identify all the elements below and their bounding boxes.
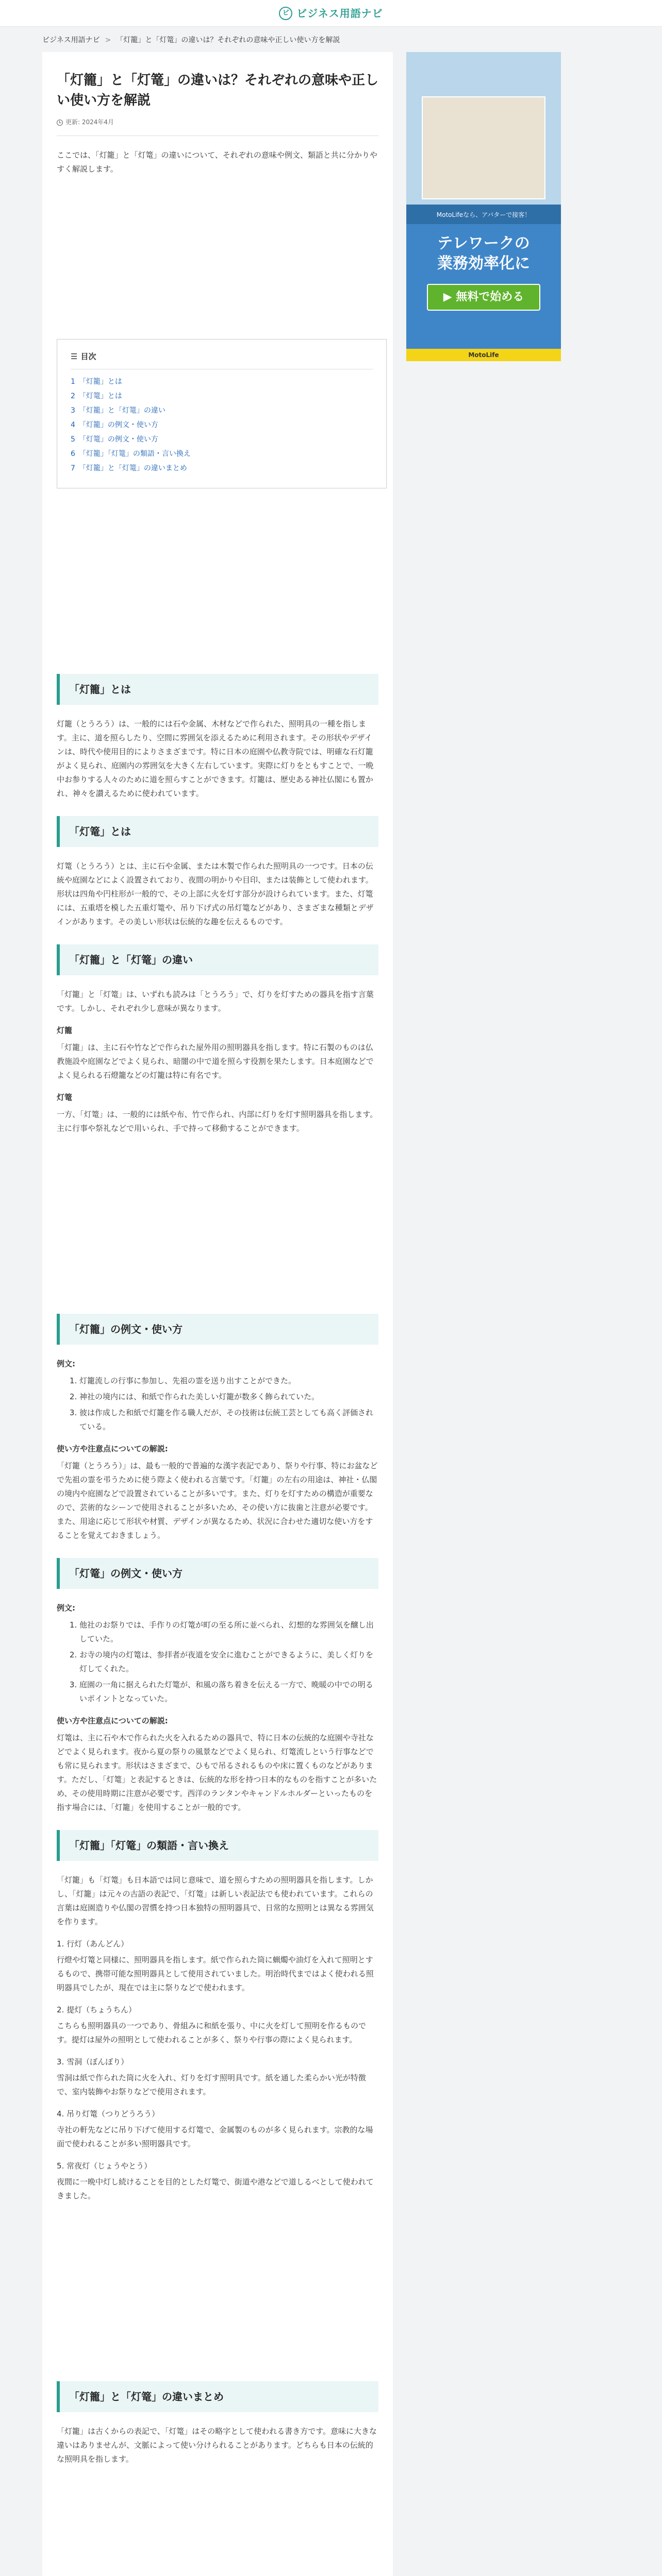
toc-list	[71, 375, 373, 476]
section-heading: 「灯籠」「灯篭」の類語・言い換え	[57, 1830, 378, 1861]
toc-link[interactable]: 7 「灯籠」と「灯篭」の違いまとめ	[71, 464, 187, 472]
list-item: 3. 彼は作成した和紙で灯籠を作る職人だが、その技術は伝統工芸としても高く評価されている。	[79, 1406, 378, 1434]
ad-space	[57, 2211, 378, 2366]
logo-text: ビジネス用語ナビ	[296, 7, 383, 20]
sidebar-ad[interactable]	[406, 52, 561, 361]
breadcrumb-separator: >	[105, 36, 111, 44]
section-text: 「灯籠」は、主に石や竹などで作られた屋外用の照明器具を指します。特に石製のものは仏教施設や庭園などでよく見られ、暗闇の中で道を照らす役割を果たします。日本庭園などでよく見られる石燈籠などの灯籠は特に有名です。	[57, 1042, 374, 1080]
intro-text: ここでは、「灯籠」と「灯篭」の違いについて、それぞれの意味や例文、類語と共に分かりやすく解説します。	[57, 150, 377, 174]
clock-icon	[57, 120, 63, 126]
page-layout	[42, 52, 620, 2576]
update-date-text: 更新: 2024年4月	[65, 118, 114, 126]
synonym-text: 行燈や灯篭と同様に、照明器具を指します。紙で作られた筒に蝋燭や油灯を入れて照明とするもので、携帯可能な照明器具として使用されていました。明治時代まではよく使われる照明器具でしたが、現在では主に祭りなどで使われます。	[57, 1955, 374, 1992]
sub-heading: 使い方や注意点についての解説:	[57, 1716, 168, 1725]
list-item: 2. 神社の境内には、和紙で作られた美しい灯籠が数多く飾られていた。	[79, 1390, 378, 1404]
synonym-item	[57, 1937, 378, 1995]
update-date	[57, 117, 378, 136]
site-header	[0, 0, 662, 27]
toc-link[interactable]: 5 「灯篭」の例文・使い方	[71, 435, 158, 444]
section-text: 「灯籠」も「灯篭」も日本語では同じ意味で、道を照らすための照明器具を指します。しかし、「灯籠」は元々の古語の表記で、「灯篭」は新しい表記法でも使われています。これらの言葉は庭園造りや仏閣の習慣を持つ日本独特の照明器具で、日常的な照明とは異なる雰囲気を作ります。	[57, 1875, 374, 1926]
ad-space	[57, 184, 378, 339]
sub-heading: 灯篭	[57, 1092, 73, 1102]
list-item: 1. 他社のお祭りでは、手作りの灯篭が町の至る所に並べられ、幻想的な雰囲気を醸し出していた。	[79, 1618, 378, 1646]
toc-item	[71, 389, 373, 403]
synonym-text: 雪洞は紙で作られた筒に火を入れ、灯りを灯す照明具です。紙を通した柔らかい光が特徴で、室内装飾やお祭りなどで使用されます。	[57, 2073, 366, 2096]
section-heading: 「灯籠」と「灯篭」の違い	[57, 944, 378, 975]
list-icon: ☰	[71, 351, 78, 361]
toc-link[interactable]: 3 「灯籠」と「灯篭」の違い	[71, 406, 166, 415]
sub-heading: 使い方や注意点についての解説:	[57, 1444, 168, 1453]
section-heading: 「灯篭」とは	[57, 816, 378, 847]
synonym-item	[57, 2055, 378, 2099]
ad-space	[57, 1144, 378, 1298]
example-list	[57, 1374, 378, 1434]
toc-title-text: 目次	[80, 351, 96, 361]
toc-link[interactable]: 1 「灯籠」とは	[71, 377, 122, 386]
section-text: 灯篭（とうろう）とは、主に石や金属、または木製で作られた照明具の一つです。日本の伝統や庭園などによく設置されており、夜間の明かりや目印、または装飾として使われます。形状は四角や円柱形が一般的で、その上部に火を灯す部分が設けられています。また、灯篭には、五重塔を模した五重灯篭や、吊り下げ式の吊灯篭などがあり、さまざまな種類とデザインがあります。その美しい形状は伝統的な趣を伝えるものです。	[57, 861, 374, 926]
ad-headline	[406, 233, 561, 274]
section-text: 灯篭は、主に石や木で作られた火を入れるための器具で、特に日本の伝統的な庭園や寺社などでよく見られます。夜から夏の祭りの風景などでよく見られ、灯篭流しという行事などでも常に見られます。形状はさまざまで、ひもで吊るされるものや床に置くものなどがあります。ただし、「灯篭」と表記するときは、伝統的な形を持つ日本的なものを指すことが多いため、その使用時期に注意が必要です。西洋のランタンやキャンドルホルダーといったものを指す場合には、「灯籠」を使用することが一般的です。	[57, 1733, 377, 1812]
toc-link[interactable]: 6 「灯籠」「灯篭」の類語・言い換え	[71, 449, 191, 458]
ad-caption: MotoLifeなら、アバターで接客！	[406, 207, 561, 224]
ad-photo	[422, 96, 545, 199]
example-list	[57, 1618, 378, 1706]
section-heading: 「灯籠」の例文・使い方	[57, 1314, 378, 1345]
section-text: 一方、「灯篭」は、一般的には紙や布、竹で作られ、内部に灯りを灯す照明器具を指します。主に行事や祭礼などで用いられ、手で持って移動することができます。	[57, 1109, 378, 1133]
sidebar	[406, 52, 561, 361]
synonym-head: 2. 提灯（ちょうちん）	[57, 2005, 137, 2014]
section-heading: 「灯籠」とは	[57, 674, 378, 705]
toc-item	[71, 375, 373, 389]
site-logo[interactable]	[279, 4, 383, 23]
toc-item	[71, 432, 373, 447]
ad-cta-button[interactable]: ▶ 無料で始める	[427, 284, 540, 311]
ad-headline-line: テレワークの	[437, 234, 530, 252]
synonym-item	[57, 2107, 378, 2151]
synonym-head: 4. 吊り灯篭（つりどうろう）	[57, 2109, 160, 2119]
synonym-head: 3. 雪洞（ぼんぼり）	[57, 2057, 129, 2066]
ad-brand: MotoLife	[406, 349, 561, 361]
toc-item	[71, 418, 373, 432]
section-text: 「灯籠」は古くからの表記で、「灯篭」はその略字として使われる書き方です。意味に大きな違いはありませんが、文脈によって使い分けられることがあります。どちらも日本の伝統的な照明具を指します。	[57, 2426, 377, 2464]
ad-headline-line: 業務効率化に	[437, 254, 530, 273]
ad-image-area	[406, 52, 561, 207]
section-heading: 「灯籠」と「灯篭」の違いまとめ	[57, 2381, 378, 2412]
synonym-item	[57, 2159, 378, 2203]
list-item: 2. お寺の境内の灯篭は、参拝者が夜道を安全に進むことができるように、美しく灯りを灯してくれた。	[79, 1648, 378, 1676]
sub-heading: 例文:	[57, 1603, 75, 1613]
synonym-text: 夜間に一晩中灯し続けることを目的とした灯篭で、街道や港などで道しるべとして使われてきました。	[57, 2177, 374, 2200]
synonym-text: 寺社の軒先などに吊り下げて使用する灯篭で、金属製のものが多く見られます。宗教的な場面で使われることが多い照明器具です。	[57, 2125, 373, 2148]
toc-link[interactable]: 2 「灯篭」とは	[71, 392, 122, 400]
synonym-head: 1. 行灯（あんどん）	[57, 1939, 129, 1948]
list-item: 3. 庭園の一角に据えられた灯篭が、和風の落ち着きを伝える一方で、晩暖の中での明るいポイントとなっていた。	[79, 1678, 378, 1706]
sub-heading: 例文:	[57, 1359, 75, 1368]
breadcrumb-current: 「灯籠」と「灯篭」の違いは？それぞれの意味や正しい使い方を解説	[116, 36, 340, 44]
breadcrumb	[42, 27, 620, 52]
sub-heading: 灯籠	[57, 1025, 73, 1035]
toc-item	[71, 447, 373, 461]
section-text: 「灯籠」と「灯篭」は、いずれも読みは「とうろう」で、灯りを灯すための器具を指す言葉です。しかし、それぞれ少し意味が異なります。	[57, 989, 374, 1013]
synonym-item	[57, 2003, 378, 2047]
toc-link[interactable]: 4 「灯籠」の例文・使い方	[71, 420, 158, 429]
toc-title	[71, 350, 373, 369]
page-title: 「灯籠」と「灯篭」の違いは？それぞれの意味や正しい使い方を解説	[57, 73, 379, 109]
list-item: 1. 灯籠流しの行事に参加し、先祖の霊を送り出すことができた。	[79, 1374, 378, 1388]
toc-item	[71, 403, 373, 418]
logo-mark-icon: ビ	[279, 7, 292, 20]
toc-item	[71, 461, 373, 476]
section-heading: 「灯篭」の例文・使い方	[57, 1558, 378, 1589]
section-text: 灯籠（とうろう）は、一般的には石や金属、木材などで作られた、照明具の一種を指します。主に、道を照らしたり、空間に雰囲気を添えるために利用されます。その形状やデザインは、時代や使用目的によりさまざまです。特に日本の庭園や仏教寺院では、明確な石灯籠がよく見られ、庭園内の雰囲気を大きく左右しています。実際に灯りをともすことで、一晩中お参りする人々のために道を照らすことができます。灯籠は、歴史ある神社仏閣にも置かれ、神々を讃えるために使われています。	[57, 719, 374, 798]
ad-space	[57, 2475, 378, 2576]
synonym-text: こちらも照明器具の一つであり、骨組みに和紙を張り、中に火を灯して照明を作るものです。提灯は屋外の照明として使われることが多く、祭りや行事の際によく見られます。	[57, 2021, 367, 2044]
synonym-head: 5. 常夜灯（じょうやとう）	[57, 2161, 152, 2171]
table-of-contents	[57, 339, 387, 488]
article	[42, 52, 393, 2576]
breadcrumb-home[interactable]: ビジネス用語ナビ	[42, 36, 100, 44]
section-text: 「灯籠（とうろう）」は、最も一般的で普遍的な漢字表記であり、祭りや行事、特にお盆などで先祖の霊を弔うために使う際よく使われる言葉です。「灯籠」の左右の用途は、神社・仏閣の境内や庭園などで設置されていることが多いです。また、灯りを灯すための構造が重要なので、芸術的なシーンで使用されることが多いため、その使い方に抜歯と注意が必要です。また、用途に応じて形状や材質、デザインが異なるため、状況に合わせた適切な使い方をすることを覚えておきましょう。	[57, 1461, 378, 1540]
ad-space	[57, 504, 378, 658]
